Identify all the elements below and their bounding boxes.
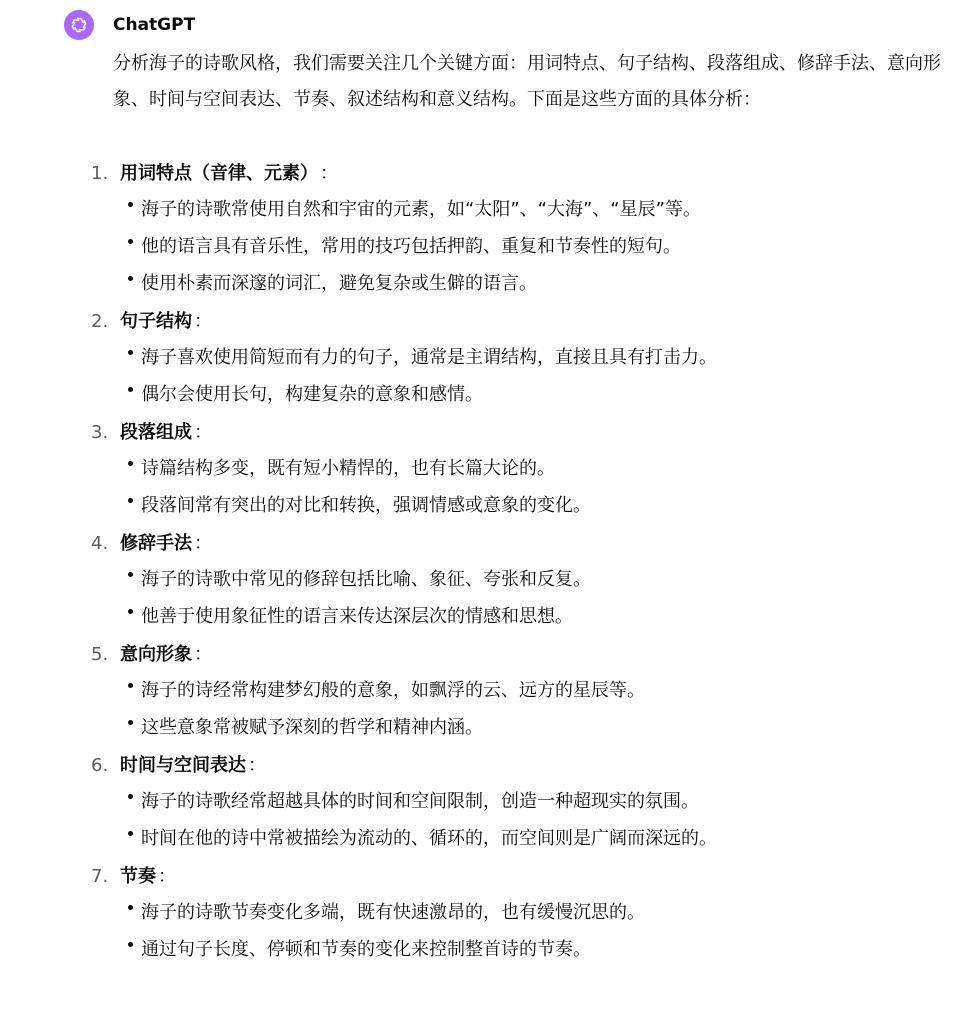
section-number: 3. xyxy=(91,422,109,443)
openai-logo-icon xyxy=(69,15,89,35)
bullet-dot-icon xyxy=(128,451,141,487)
section-heading xyxy=(91,156,943,192)
section-heading xyxy=(91,859,943,895)
bullet-item xyxy=(128,488,943,524)
bullet-item xyxy=(128,710,943,746)
bullet-dot-icon xyxy=(128,562,141,598)
bullet-item xyxy=(128,895,943,931)
bullet-list xyxy=(128,673,943,746)
bullet-dot-icon xyxy=(128,192,141,228)
bullet-item xyxy=(128,673,943,709)
bullet-dot-icon xyxy=(128,229,141,265)
bullet-list xyxy=(128,192,943,302)
bullet-dot-icon xyxy=(128,784,141,820)
chatgpt-avatar xyxy=(64,10,94,40)
analysis-section xyxy=(91,304,943,413)
bullet-dot-icon xyxy=(128,673,141,709)
bullet-item xyxy=(128,266,943,302)
bullet-dot-icon xyxy=(128,599,141,635)
bullet-text: 海子的诗歌常使用自然和宇宙的元素，如“太阳”、“大海”、“星辰”等。 xyxy=(141,199,701,220)
intro-paragraph: 分析海子的诗歌风格，我们需要关注几个关键方面：用词特点、句子结构、段落组成、修辞手法、意向形象、时间与空间表达、节奏、叙述结构和意义结构。下面是这些方面的具体分析： xyxy=(113,53,941,110)
bullet-text: 海子的诗经常构建梦幻般的意象，如飘浮的云、远方的星辰等。 xyxy=(141,680,645,701)
section-colon: ： xyxy=(248,755,266,776)
bullet-item xyxy=(128,229,943,265)
bullet-text: 海子喜欢使用简短而有力的句子，通常是主谓结构，直接且具有打击力。 xyxy=(141,347,717,368)
section-colon: ： xyxy=(194,422,212,443)
bullet-dot-icon xyxy=(128,821,141,857)
analysis-section xyxy=(91,415,943,524)
bullet-item xyxy=(128,562,943,598)
section-heading xyxy=(91,526,943,562)
section-title: 节奏 xyxy=(120,866,156,887)
bullet-text: 他善于使用象征性的语言来传达深层次的情感和思想。 xyxy=(141,606,573,627)
section-heading xyxy=(91,637,943,673)
bullet-item xyxy=(128,377,943,413)
bullet-item xyxy=(128,932,943,968)
analysis-list xyxy=(91,156,943,968)
bullet-dot-icon xyxy=(128,932,141,968)
bullet-text: 时间在他的诗中常被描绘为流动的、循环的，而空间则是广阔而深远的。 xyxy=(141,828,717,849)
section-number: 4. xyxy=(91,533,109,554)
bullet-item xyxy=(128,451,943,487)
bullet-item xyxy=(128,784,943,820)
section-title: 段落组成 xyxy=(120,422,192,443)
section-colon: ： xyxy=(194,311,212,332)
bullet-dot-icon xyxy=(128,266,141,302)
section-number: 2. xyxy=(91,311,109,332)
bullet-text: 海子的诗歌节奏变化多端，既有快速激昂的，也有缓慢沉思的。 xyxy=(141,902,645,923)
bullet-text: 他的语言具有音乐性，常用的技巧包括押韵、重复和节奏性的短句。 xyxy=(141,236,681,257)
section-colon: ： xyxy=(194,644,212,665)
section-colon: ： xyxy=(320,163,338,184)
bullet-text: 诗篇结构多变，既有短小精悍的，也有长篇大论的。 xyxy=(141,458,555,479)
section-colon: ： xyxy=(158,866,176,887)
bullet-dot-icon xyxy=(128,488,141,524)
bullet-list xyxy=(128,340,943,413)
analysis-section xyxy=(91,526,943,635)
bullet-list xyxy=(128,562,943,635)
section-title: 修辞手法 xyxy=(120,533,192,554)
bullet-list xyxy=(128,895,943,968)
message-content xyxy=(91,46,943,970)
bullet-list xyxy=(128,451,943,524)
bullet-dot-icon xyxy=(128,377,141,413)
section-heading xyxy=(91,748,943,784)
section-title: 用词特点（音律、元素） xyxy=(120,163,318,184)
bullet-item xyxy=(128,192,943,228)
section-title: 意向形象 xyxy=(120,644,192,665)
bullet-text: 海子的诗歌经常超越具体的时间和空间限制，创造一种超现实的氛围。 xyxy=(141,791,699,812)
analysis-section xyxy=(91,859,943,968)
section-heading xyxy=(91,415,943,451)
section-number: 1. xyxy=(91,163,109,184)
bullet-dot-icon xyxy=(128,895,141,931)
bullet-item xyxy=(128,340,943,376)
analysis-section xyxy=(91,156,943,302)
section-number: 6. xyxy=(91,755,109,776)
bullet-text: 这些意象常被赋予深刻的哲学和精神内涵。 xyxy=(141,717,483,738)
bullet-text: 偶尔会使用长句，构建复杂的意象和感情。 xyxy=(141,384,483,405)
bullet-dot-icon xyxy=(128,340,141,376)
section-number: 5. xyxy=(91,644,109,665)
section-title: 时间与空间表达 xyxy=(120,755,246,776)
section-number: 7. xyxy=(91,866,109,887)
bullet-text: 使用朴素而深邃的词汇，避免复杂或生僻的语言。 xyxy=(141,273,537,294)
message-author: ChatGPT xyxy=(113,15,196,35)
bullet-item xyxy=(128,599,943,635)
section-colon: ： xyxy=(194,533,212,554)
bullet-text: 通过句子长度、停顿和节奏的变化来控制整首诗的节奏。 xyxy=(141,939,591,960)
analysis-section xyxy=(91,637,943,746)
bullet-text: 段落间常有突出的对比和转换，强调情感或意象的变化。 xyxy=(141,495,591,516)
bullet-text: 海子的诗歌中常见的修辞包括比喻、象征、夸张和反复。 xyxy=(141,569,591,590)
section-title: 句子结构 xyxy=(120,311,192,332)
analysis-section xyxy=(91,748,943,857)
section-heading xyxy=(91,304,943,340)
bullet-list xyxy=(128,784,943,857)
bullet-dot-icon xyxy=(128,710,141,746)
bullet-item xyxy=(128,821,943,857)
